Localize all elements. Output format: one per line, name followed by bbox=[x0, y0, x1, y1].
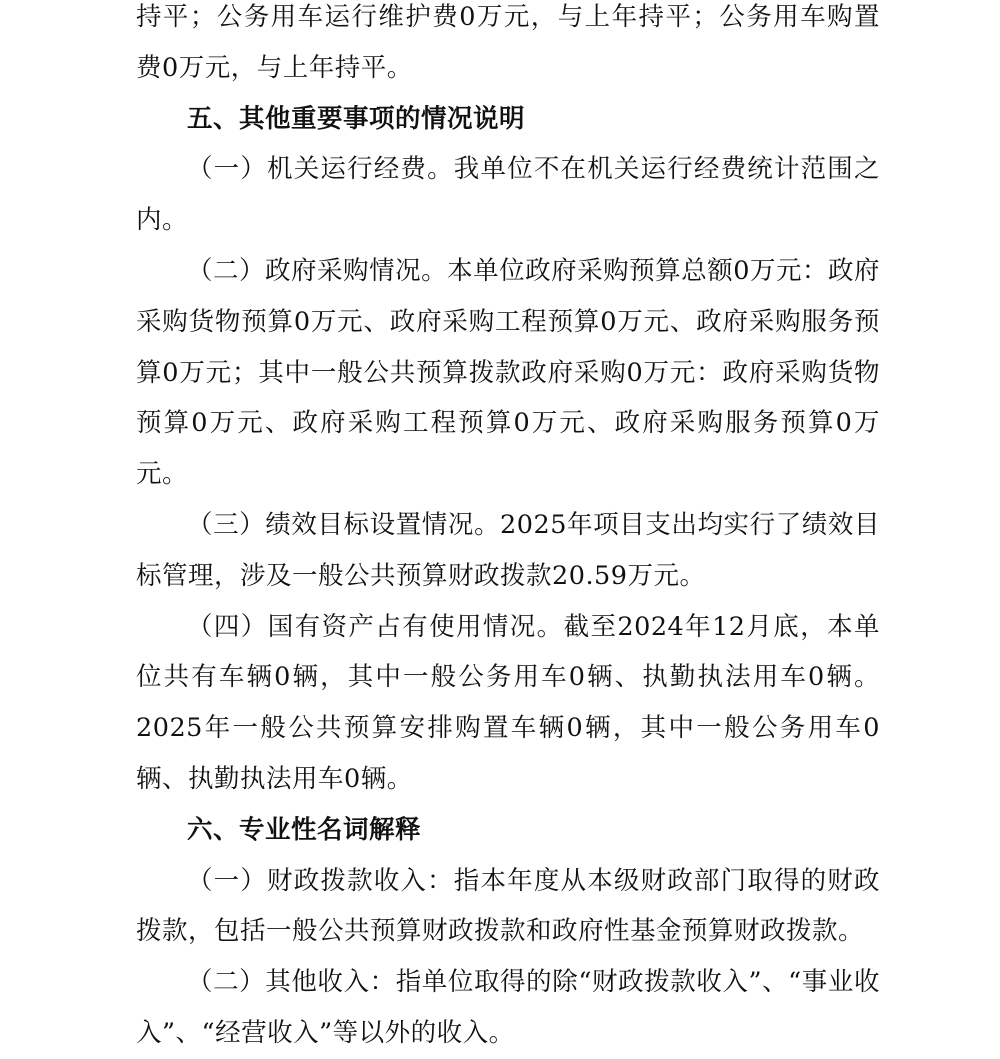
paragraph-state-assets bbox=[136, 602, 880, 805]
paragraph-text: 2025年项目支出均实行了绩效目标管理，涉及一般公共预算财政拨款20.59万元。 bbox=[136, 509, 880, 591]
heading-text: 五、其他重要事项的情况说明 bbox=[187, 103, 526, 134]
heading-text: 六、专业性名词解释 bbox=[187, 814, 422, 845]
section-heading-5 bbox=[136, 94, 880, 145]
document-page bbox=[136, 0, 880, 1059]
paragraph-text: 指本年度从本级财政部门取得的财政拨款，包括一般公共预算财政拨款和政府性基金预算财政拨款。 bbox=[136, 865, 880, 947]
paragraph-lead: （四）国有资产占有使用情况。 bbox=[187, 611, 564, 642]
paragraph-performance-goals bbox=[136, 500, 880, 602]
paragraph-lead: （二）其他收入： bbox=[187, 967, 396, 998]
paragraph-text: 持平；公务用车运行维护费0万元，与上年持平；公务用车购置费0万元，与上年持平。 bbox=[136, 2, 880, 83]
paragraph-lead: （一）财政拨款收入： bbox=[187, 865, 454, 896]
paragraph-text: 截至2024年12月底，本单位共有车辆0辆，其中一般公务用车0辆、执勤执法用车0辆。2025年一般公共预算安排购置车辆0辆，其中一般公务用车0辆、执勤执法用车0辆。 bbox=[136, 611, 880, 794]
paragraph-text: 本单位政府采购预算总额0万元：政府采购货物预算0万元、政府采购工程预算0万元、政府采购服务预算0万元；其中一般公共预算拨款政府采购0万元：政府采购货物预算0万元、政府采购工程预算0万元、政府采购服务预算0万元。 bbox=[136, 255, 880, 490]
paragraph-other-income bbox=[136, 957, 880, 1059]
paragraph-fiscal-appropriation bbox=[136, 856, 880, 958]
paragraph-procurement bbox=[136, 246, 880, 500]
paragraph-operating-expenses bbox=[136, 144, 880, 246]
paragraph-lead: （二）政府采购情况。 bbox=[187, 255, 448, 286]
paragraph-text: 我单位不在机关运行经费统计范围之内。 bbox=[136, 154, 880, 236]
paragraph-lead: （三）绩效目标设置情况。 bbox=[187, 509, 501, 540]
section-heading-6 bbox=[136, 805, 880, 856]
paragraph-lead: （一）机关运行经费。 bbox=[187, 154, 454, 185]
paragraph-text: 指单位取得的除“财政拨款收入”、“事业收入”、“经营收入”等以外的收入。 bbox=[136, 967, 880, 1048]
paragraph-vehicle-costs bbox=[136, 0, 880, 94]
